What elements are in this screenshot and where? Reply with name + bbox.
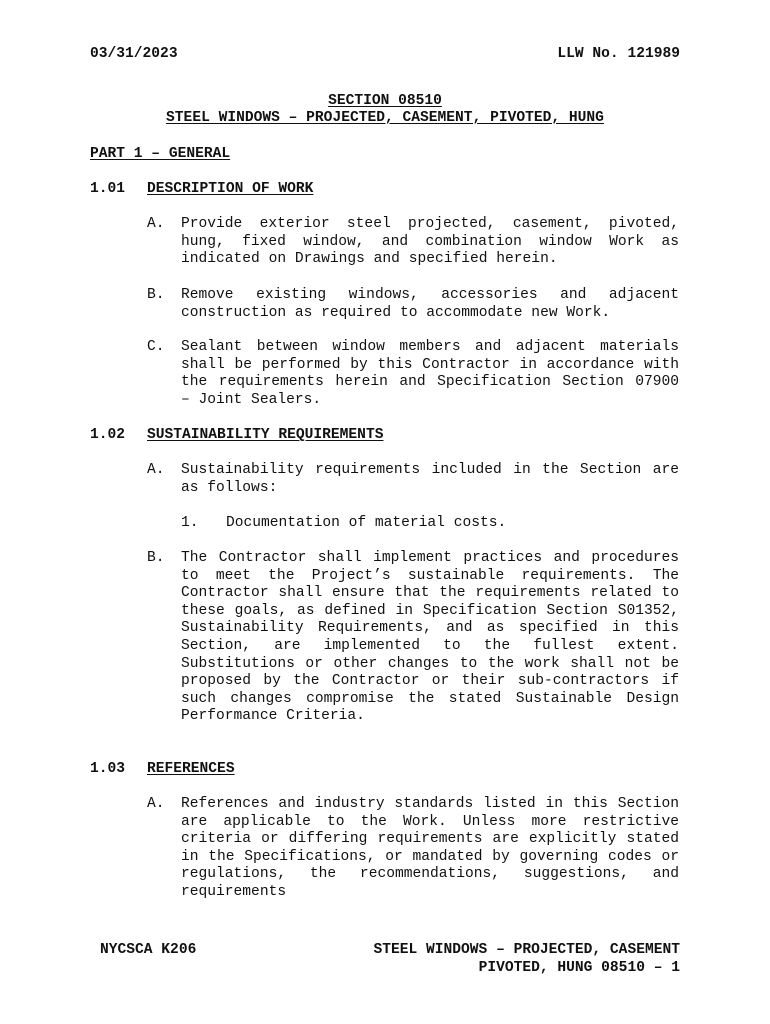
article-heading-description-of-work: DESCRIPTION OF WORK [147, 181, 314, 197]
footer-project-code: NYCSCA K206 [100, 942, 197, 958]
paragraph-text: Provide exterior steel projected, casement, pivoted, hung, fixed window, and combination window Work as indicated on Drawings and specified herein. [181, 216, 679, 268]
paragraph-text: Sealant between window members and adjacent materials shall be performed by this Contractor in accordance with the requirements herein and Specification Section 07900 – Joint Sealers. [181, 339, 679, 408]
footer-title-line1: STEEL WINDOWS – PROJECTED, CASEMENT [373, 942, 680, 958]
paragraph-text: References and industry standards listed in this Section are applicable to the Work. Unless more restrictive criteria or differing requirements are explicitly stated in the Specifications, or mandated by governing codes or regulations, the recommendations, suggestions, and requirements [181, 796, 679, 900]
item-letter: B. [147, 287, 165, 303]
section-title: STEEL WINDOWS – PROJECTED, CASEMENT, PIVOTED, HUNG [166, 110, 604, 126]
paragraph-text: The Contractor shall implement practices and procedures to meet the Project’s sustainable requirements. The Contractor shall ensure that the requirements related to these goals, as defined in Specification Section S01352, Sustainability Requirements, and as specified in this Section, are implemented to the fullest extent. Substitutions or other changes to the work shall not be proposed by the Contractor or their sub-contractors if such changes compromise the stated Sustainable Design Performance Criteria. [181, 550, 679, 725]
paragraph-text: Sustainability requirements included in the Section are as follows: [181, 462, 679, 496]
article-number-1-02: 1.02 [90, 427, 126, 443]
paragraph-text: Remove existing windows, accessories and adjacent construction as required to accommodate new Work. [181, 287, 679, 321]
sub-item-number: 1. [181, 515, 199, 531]
item-letter: A. [147, 462, 165, 478]
footer-title-line2: PIVOTED, HUNG 08510 – 1 [478, 960, 680, 976]
item-letter: C. [147, 339, 165, 355]
item-letter: A. [147, 216, 165, 232]
article-heading-sustainability: SUSTAINABILITY REQUIREMENTS [147, 427, 384, 443]
section-number: SECTION 08510 [328, 93, 442, 109]
article-number-1-01: 1.01 [90, 181, 126, 197]
item-letter: A. [147, 796, 165, 812]
article-heading-references: REFERENCES [147, 761, 235, 777]
header-date: 03/31/2023 [90, 46, 178, 62]
part-heading: PART 1 – GENERAL [90, 146, 231, 162]
item-letter: B. [147, 550, 165, 566]
article-number-1-03: 1.03 [90, 761, 126, 777]
sub-item-text: Documentation of material costs. [226, 515, 507, 531]
header-llw-number: LLW No. 121989 [557, 46, 680, 62]
